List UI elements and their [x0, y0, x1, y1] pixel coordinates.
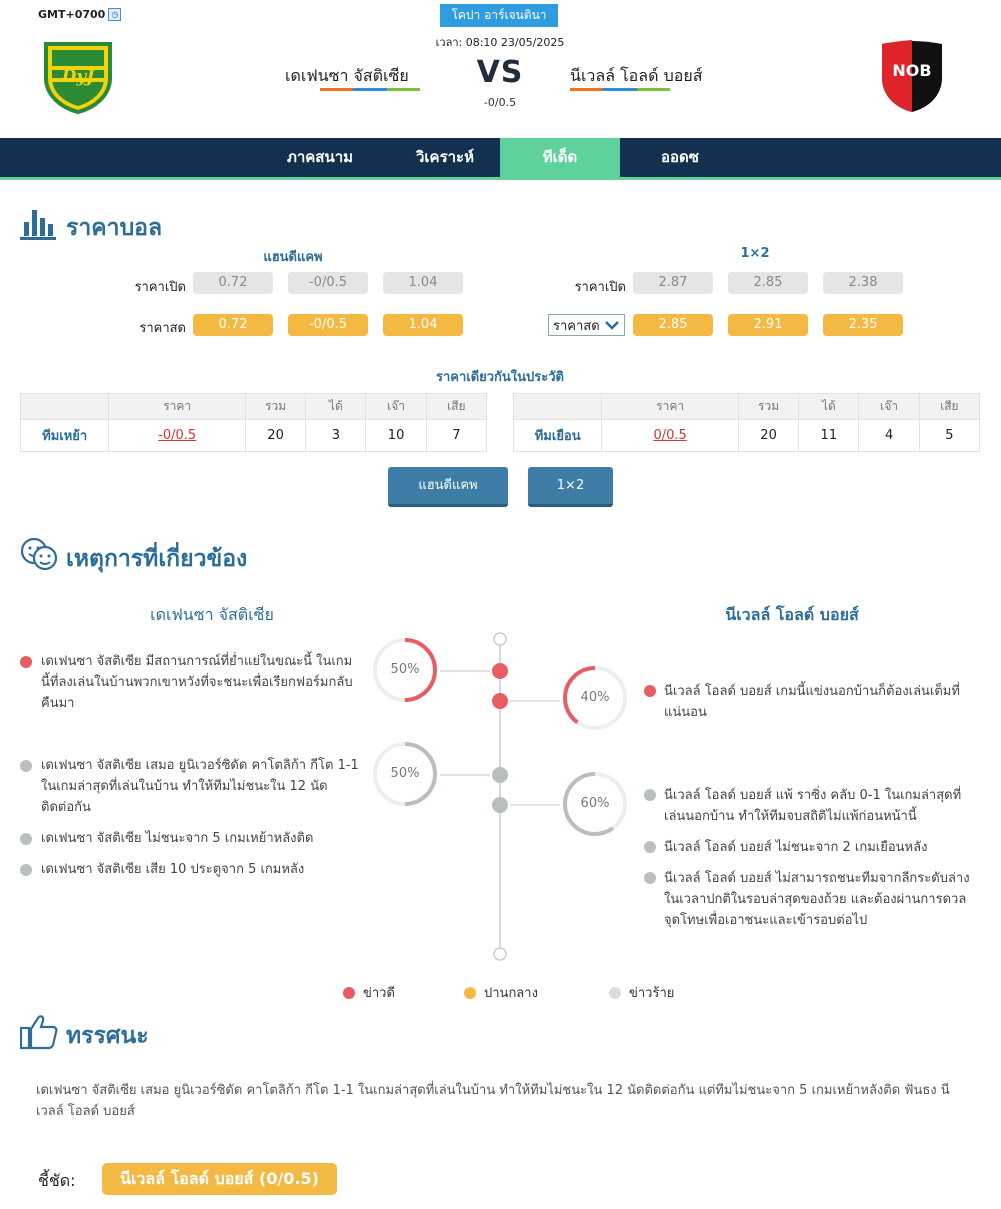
- handicap-open-away: 1.04: [383, 272, 463, 294]
- x12-live-home: 2.85: [633, 314, 713, 336]
- away-shield-icon: [878, 38, 946, 114]
- list-item: เดเฟนซา จัสติเซีย มีสถานการณ์ที่ย่ำแย่ในขณะนี้ ในเกมนี้ที่ลงเล่นในบ้านพวกเขาหวังที่จะชนะเพื่อเรียกฟอร์มกลับคืนมา: [41, 654, 353, 711]
- table-row: ทีมเยือน 0/0.5 20 11 4 5: [514, 420, 980, 452]
- list-item: นีเวลล์ โอลด์ บอยส์ เกมนี้แข่งนอกบ้านก็ต้องเล่นเต็มที่แน่นอน: [664, 684, 960, 720]
- clock-icon[interactable]: ◷: [108, 8, 121, 21]
- handicap-open-home: 0.72: [193, 272, 273, 294]
- tab-field[interactable]: ภาคสนาม: [286, 148, 354, 166]
- home-team-name[interactable]: เดเฟนซา จัสติเซีย: [285, 66, 409, 85]
- timezone[interactable]: GMT+0700 ◷: [38, 8, 121, 21]
- pick-value: นีเวลล์ โอลด์ บอยส์ (0/0.5): [102, 1163, 337, 1195]
- handicap-value: -0/0.5: [483, 96, 517, 109]
- svg-text:DyJ: DyJ: [61, 67, 95, 87]
- pick-label: ชี้ชัด:: [38, 1171, 76, 1190]
- svg-text:NOB: NOB: [892, 61, 932, 80]
- handicap-live-away: 1.04: [383, 314, 463, 336]
- events-home-team: เดเฟนซา จัสติเซีย: [150, 605, 274, 624]
- away-bad-donut: 60%: [562, 771, 628, 837]
- away-history-table: ราคา รวม ได้ เจ๊า เสีย ทีมเยือน 0/0.5 20 11 4 5: [513, 393, 980, 452]
- tab-odds[interactable]: ออดซ: [661, 148, 699, 166]
- legend-good-dot: [343, 987, 355, 999]
- x12-live-away: 2.35: [823, 314, 903, 336]
- home-team-logo[interactable]: [40, 40, 116, 114]
- x12-open-away: 2.38: [823, 272, 903, 294]
- list-item: นีเวลล์ โอลด์ บอยส์ ไม่สามารถชนะทีมจากลีกระดับล่างในเวลาปกติในรอบล่าสุดของถ้วย และต้องผ่านการดวลจุดโทษเพื่อเอาชนะและเข้ารอบต่อไป: [664, 871, 970, 928]
- list-item: เดเฟนซา จัสติเซีย ไม่ชนะจาก 5 เกมเหย้าหลังติด: [41, 831, 314, 846]
- table-row: ทีมเหย้า -0/0.5 20 3 10 7: [21, 420, 487, 452]
- legend-neutral: ปานกลาง: [464, 982, 538, 1003]
- bad-news-dot: [644, 841, 656, 853]
- away-team-name[interactable]: นีเวลล์ โอลด์ บอยส์: [570, 66, 703, 85]
- history-line-link[interactable]: -0/0.5: [109, 420, 246, 452]
- tab-tips[interactable]: ทีเด็ด: [500, 138, 620, 177]
- main-nav: [0, 138, 1001, 180]
- handicap-open-label: ราคาเปิด: [134, 280, 186, 295]
- events-section-title: เหตุการที่เกี่ยวข้อง: [66, 546, 248, 572]
- list-item: เดเฟนซา จัสติเซีย เสมอ ยูนิเวอร์ซิดัด คาโตลิก้า กีโต 1-1 ในเกมล่าสุดที่เล่นในบ้าน ทำให้ทีมไม่ชนะใน 12 นัดติดต่อกัน: [41, 758, 359, 815]
- tab-analysis[interactable]: วิเคราะห์: [415, 148, 474, 166]
- league-badge[interactable]: โคปา อาร์เจนตินา: [440, 4, 558, 27]
- x12-open-home: 2.87: [633, 272, 713, 294]
- history-title: ราคาเดียวกันในประวัติ: [435, 370, 565, 385]
- thumbs-up-icon: [20, 1014, 58, 1050]
- good-news-dot: [644, 685, 656, 697]
- faces-icon: [20, 537, 58, 571]
- good-news-dot: [20, 656, 32, 668]
- home-history-table: ราคา รวม ได้ เจ๊า เสีย ทีมเหย้า -0/0.5 20 3 10 7: [20, 393, 487, 452]
- odds-section-title: ราคาบอล: [66, 215, 163, 241]
- handicap-live-home: 0.72: [193, 314, 273, 336]
- home-shield-icon: [40, 40, 116, 114]
- handicap-live-line: -0/0.5: [288, 314, 368, 336]
- x12-button[interactable]: 1×2: [528, 467, 613, 507]
- handicap-live-label: ราคาสด: [139, 321, 186, 336]
- away-good-donut: 40%: [562, 665, 628, 731]
- away-team-logo[interactable]: [878, 38, 946, 114]
- chevron-down-icon: [604, 319, 620, 331]
- handicap-open-line: -0/0.5: [288, 272, 368, 294]
- list-item: นีเวลล์ โอลด์ บอยส์ แพ้ ราซิ่ง คลับ 0-1 ในเกมล่าสุดที่เล่นนอกบ้าน ทำให้ทีมจบสถิติไม่แพ้ก่อนหน้านี้: [664, 788, 962, 824]
- match-time: เวลา: 08:10 23/05/2025: [435, 36, 565, 49]
- list-item: นีเวลล์ โอลด์ บอยส์ ไม่ชนะจาก 2 เกมเยือนหลัง: [664, 840, 928, 855]
- opinion-text: เดเฟนซา จัสติเซีย เสมอ ยูนิเวอร์ซิดัด คาโตลิก้า กีโต 1-1 ในเกมล่าสุดที่เล่นในบ้าน ทำให้ทีมไม่ชนะใน 12 นัดติดต่อกัน แต่ทีมไม่ชนะจาก 5 เกมเหย้าหลังติด ฟันธง นีเวลล์ โอลด์ บอยส์: [36, 1083, 950, 1119]
- home-bad-donut: 50%: [372, 741, 438, 807]
- odds-type-select[interactable]: ราคาสด: [548, 314, 625, 336]
- x12-open-draw: 2.85: [728, 272, 808, 294]
- legend-bad-dot: [609, 987, 621, 999]
- handicap-button[interactable]: แฮนดีแคพ: [388, 467, 508, 507]
- bad-news-dot: [644, 872, 656, 884]
- vs-label: VS: [476, 55, 524, 90]
- legend-good: ข่าวดี: [343, 982, 395, 1003]
- bad-news-dot: [20, 833, 32, 845]
- bad-news-dot: [644, 789, 656, 801]
- bad-news-dot: [20, 760, 32, 772]
- away-team-underline: [570, 88, 670, 91]
- bad-news-dot: [20, 864, 32, 876]
- home-team-underline: [320, 88, 420, 91]
- list-item: เดเฟนซา จัสติเซีย เสีย 10 ประตูจาก 5 เกมหลัง: [41, 862, 305, 877]
- events-away-team: นีเวลล์ โอลด์ บอยส์: [725, 605, 859, 624]
- x12-open-label: ราคาเปิด: [574, 280, 626, 295]
- opinion-section-title: ทรรศนะ: [66, 1023, 149, 1049]
- x12-title: 1×2: [740, 246, 770, 261]
- x12-live-draw: 2.91: [728, 314, 808, 336]
- legend-neutral-dot: [464, 987, 476, 999]
- legend-bad: ข่าวร้าย: [609, 982, 674, 1003]
- home-good-donut: 50%: [372, 637, 438, 703]
- history-line-link[interactable]: 0/0.5: [602, 420, 739, 452]
- handicap-title: แฮนดีแคพ: [263, 250, 323, 265]
- bar-chart-icon: [20, 208, 56, 240]
